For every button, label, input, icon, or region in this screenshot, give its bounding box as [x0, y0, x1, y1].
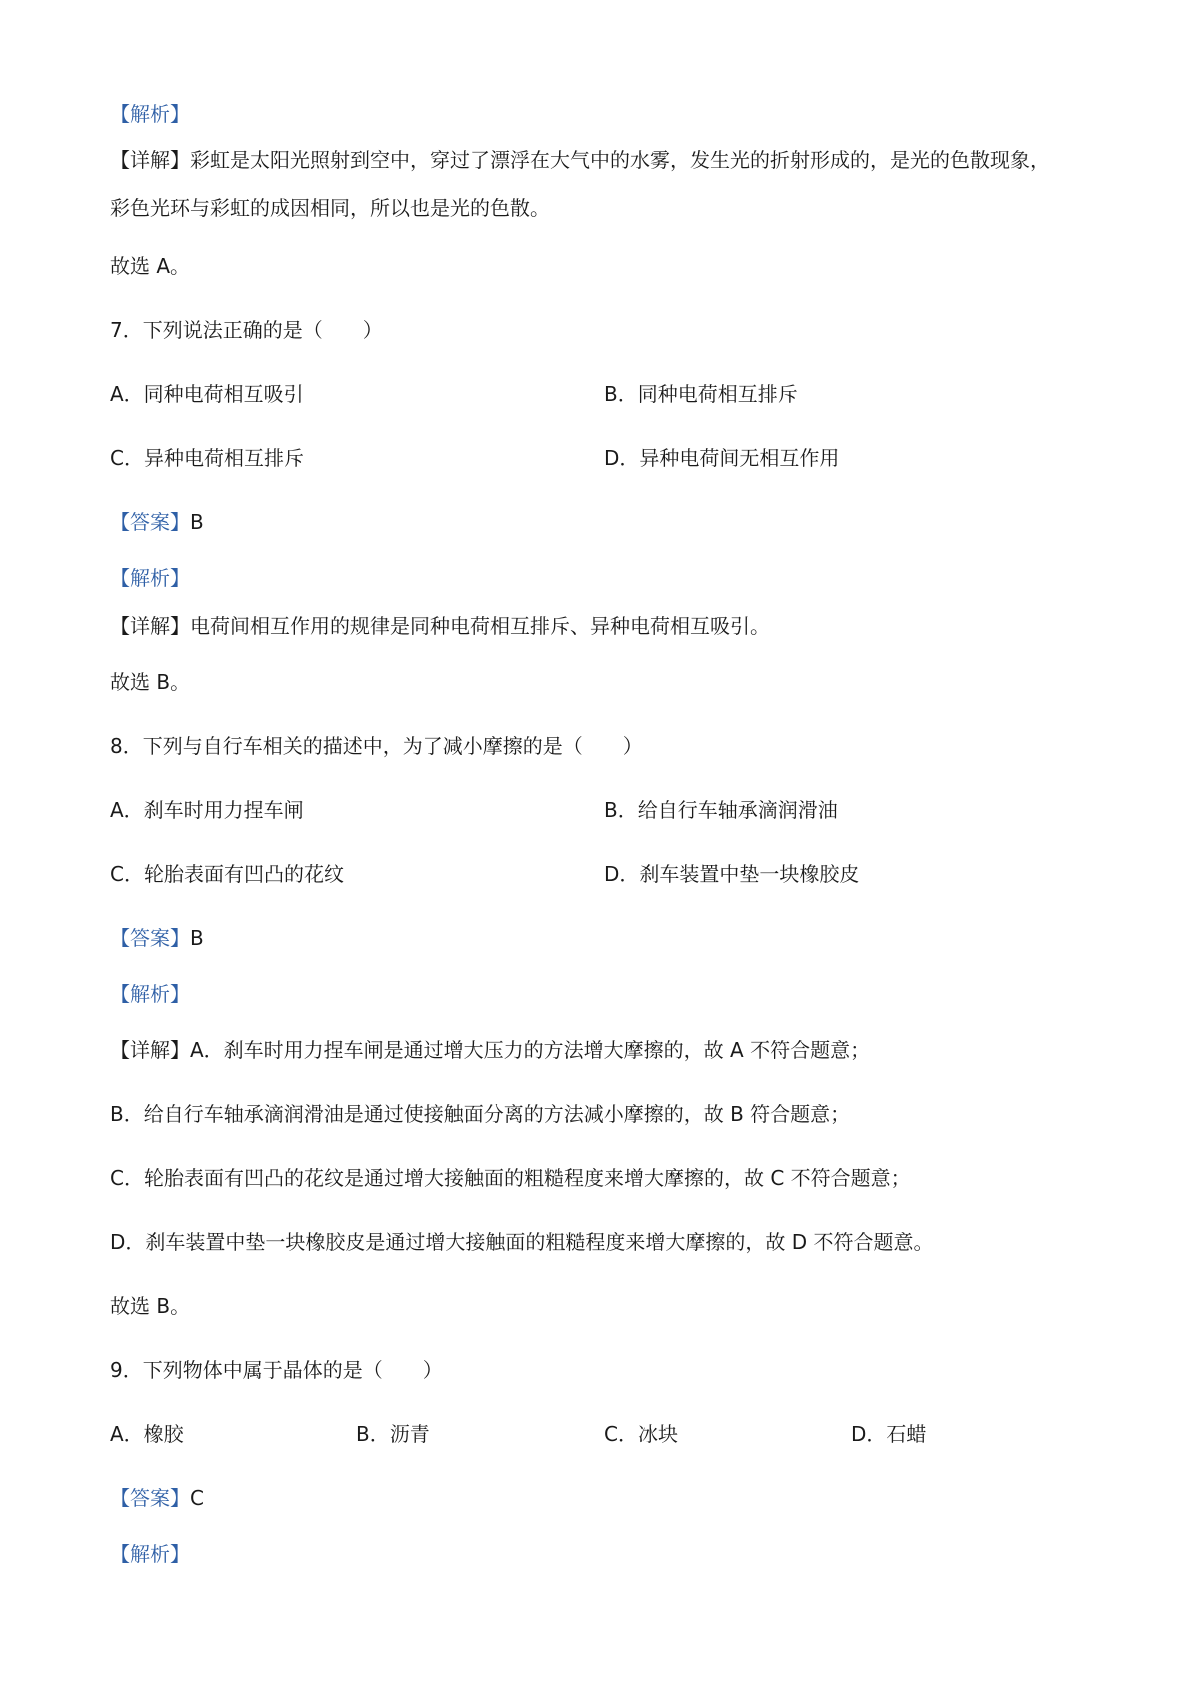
- option-c: C．轮胎表面有凹凸的花纹: [110, 862, 344, 886]
- detail-text: 彩虹是太阳光照射到空中，穿过了漂浮在大气中的水雾，发生光的折射形成的，是光的色散现象，: [190, 148, 1050, 172]
- answer-tag: 【答案】: [110, 510, 190, 534]
- detailed-explanation-line: B．给自行车轴承滴润滑油是通过使接触面分离的方法减小摩擦的，故 B 符合题意；: [110, 1102, 851, 1126]
- option-b: B．同种电荷相互排斥: [604, 382, 798, 406]
- answer-tag: 【答案】: [110, 926, 190, 950]
- detailed-explanation-line: C．轮胎表面有凹凸的花纹是通过增大接触面的粗糙程度来增大摩擦的，故 C 不符合题意；: [110, 1166, 911, 1190]
- question-stem: 9．下列物体中属于晶体的是（ ）: [110, 1358, 443, 1382]
- conclusion: 故选 A。: [110, 254, 191, 278]
- option-d: D．异种电荷间无相互作用: [604, 446, 840, 470]
- question-stem: 7．下列说法正确的是（ ）: [110, 318, 383, 342]
- conclusion: 故选 B。: [110, 670, 191, 694]
- option-b: B．沥青: [356, 1422, 430, 1446]
- analysis-heading: 【解析】: [110, 982, 190, 1006]
- answer-line: [110, 924, 204, 952]
- option-d: D．刹车装置中垫一块橡胶皮: [604, 862, 860, 886]
- detailed-explanation-line: [110, 612, 770, 640]
- option-c: C．冰块: [604, 1422, 678, 1446]
- answer-value: B: [190, 926, 204, 950]
- option-b: B．给自行车轴承滴润滑油: [604, 798, 838, 822]
- question-stem: 8．下列与自行车相关的描述中，为了减小摩擦的是（ ）: [110, 734, 643, 758]
- detailed-explanation-line: [110, 1036, 870, 1064]
- detailed-explanation-line: D．刹车装置中垫一块橡胶皮是通过增大接触面的粗糙程度来增大摩擦的，故 D 不符合题意。: [110, 1230, 934, 1254]
- option-a: A．刹车时用力捏车闸: [110, 798, 304, 822]
- conclusion: 故选 B。: [110, 1294, 191, 1318]
- option-a: A．同种电荷相互吸引: [110, 382, 304, 406]
- option-c: C．异种电荷相互排斥: [110, 446, 304, 470]
- detail-tag: 【详解】: [110, 1038, 190, 1062]
- detail-tag: 【详解】: [110, 614, 190, 638]
- detail-tag: 【详解】: [110, 148, 190, 172]
- analysis-heading: 【解析】: [110, 566, 190, 590]
- detailed-explanation-line: [110, 146, 1050, 174]
- analysis-heading: 【解析】: [110, 102, 190, 126]
- answer-line: [110, 508, 204, 536]
- analysis-heading: 【解析】: [110, 1542, 190, 1566]
- detail-text: A．刹车时用力捏车闸是通过增大压力的方法增大摩擦的，故 A 不符合题意；: [190, 1038, 871, 1062]
- detailed-explanation-line: 彩色光环与彩虹的成因相同，所以也是光的色散。: [110, 196, 550, 220]
- answer-tag: 【答案】: [110, 1486, 190, 1510]
- answer-line: [110, 1484, 204, 1512]
- answer-value: B: [190, 510, 204, 534]
- option-a: A．橡胶: [110, 1422, 184, 1446]
- detail-text: 电荷间相互作用的规律是同种电荷相互排斥、异种电荷相互吸引。: [190, 614, 770, 638]
- answer-value: C: [190, 1486, 204, 1510]
- option-d: D．石蜡: [851, 1422, 927, 1446]
